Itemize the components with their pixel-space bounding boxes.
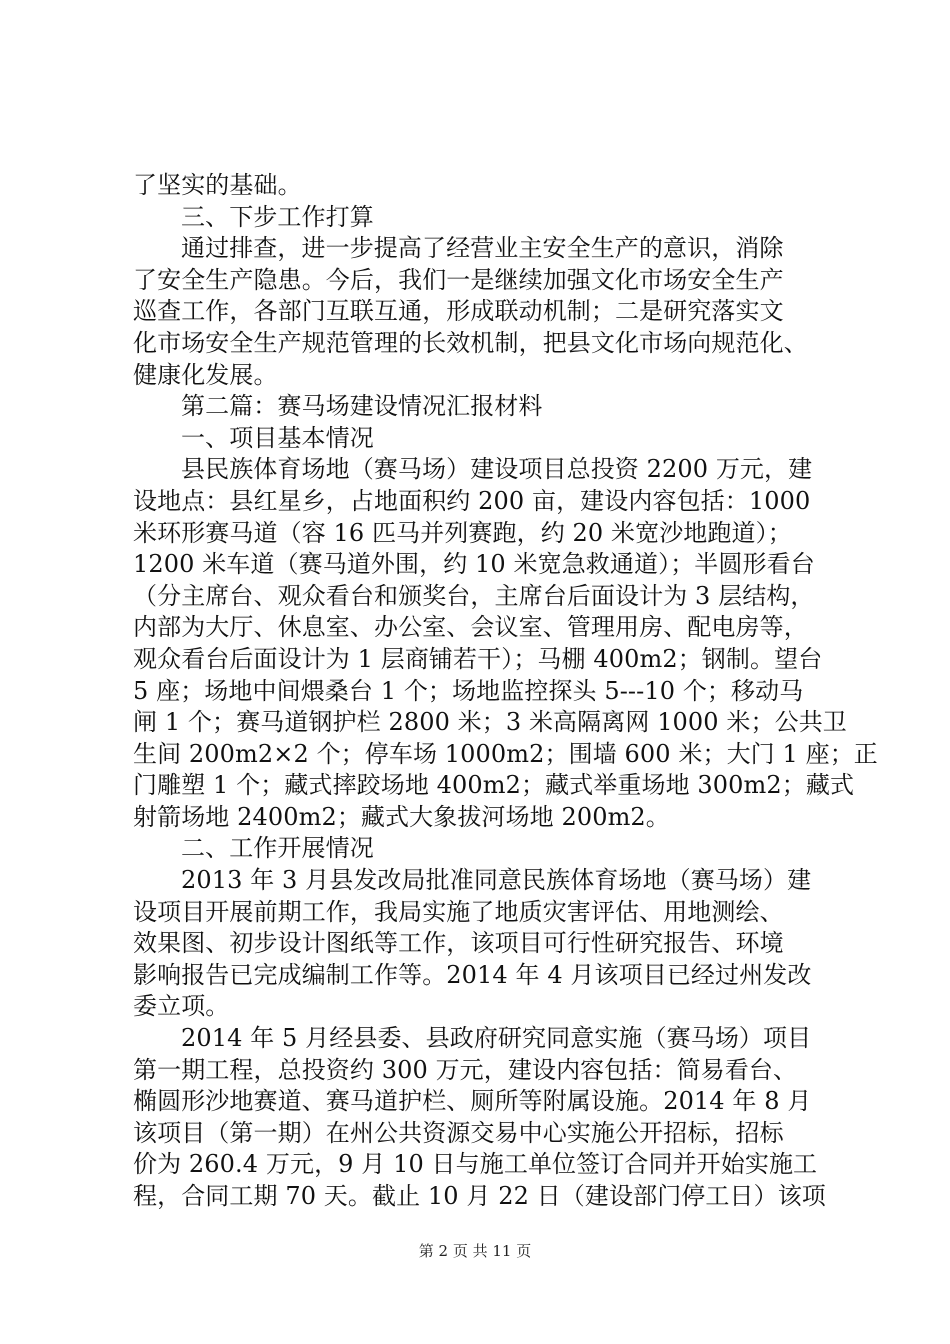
text-line: 了安全生产隐患。今后，我们一是继续加强文化市场安全生产 [133,265,784,294]
text-line: 一、项目基本情况 [181,423,374,452]
text-line: 通过排查，进一步提高了经营业主安全生产的意识，消除 [181,234,784,263]
text-line: 内部为大厅、休息室、办公室、会议室、管理用房、配电房等， [133,613,808,642]
text-line: 1200 米车道（赛马道外围，约 10 米宽急救通道）；半圆形看台 [133,550,815,579]
text-line: 程，合同工期 70 天。截止 10 月 22 日（建设部门停工日）该项 [133,1182,826,1210]
text-line: 闸 1 个；赛马道钢护栏 2800 米；3 米高隔离网 1000 米；公共卫 [133,708,847,737]
text-line: 化市场安全生产规范管理的长效机制，把县文化市场向规范化、 [133,328,808,357]
text-line: 设项目开展前期工作，我局实施了地质灾害评估、用地测绘、 [133,897,784,926]
text-line: 委立项。 [133,992,230,1021]
text-line: 该项目（第一期）在州公共资源交易中心实施公开招标，招标 [133,1118,784,1147]
text-line: 三、下步工作打算 [181,202,374,231]
text-line: 生间 200m2×2 个；停车场 1000m2；围墙 600 米；大门 1 座；正 [133,739,878,768]
text-line: 2014 年 5 月经县委、县政府研究同意实施（赛马场）项目 [181,1024,812,1053]
text-line: 影响报告已完成编制工作等。2014 年 4 月该项目已经过州发改 [133,960,812,989]
text-line: 第二篇：赛马场建设情况汇报材料 [181,392,543,421]
text-line: 健康化发展。 [133,360,278,389]
text-line: 5 座；场地中间煨桑台 1 个；场地监控探头 5---10 个；移动马 [133,676,804,705]
text-line: 射箭场地 2400m2；藏式大象拔河场地 200m2。 [133,802,670,831]
text-line: 米环形赛马道（容 16 匹马并列赛跑，约 20 米宽沙地跑道）； [133,518,792,547]
page-footer: 第 2 页 共 11 页 [418,1242,532,1260]
text-line: 县民族体育场地（赛马场）建设项目总投资 2200 万元，建 [181,455,813,484]
document-body [133,170,878,1213]
text-line: 了坚实的基础。 [133,171,302,199]
text-line: 巡查工作，各部门互联互通，形成联动机制；二是研究落实文 [133,297,784,326]
text-line: （分主席台、观众看台和颁奖台，主席台后面设计为 3 层结构， [133,581,815,610]
text-line: 观众看台后面设计为 1 层商铺若干）；马棚 400m2；钢制。望台 [133,644,823,673]
text-line: 价为 260.4 万元，9 月 10 日与施工单位签订合同并开始实施工 [133,1150,818,1179]
text-line: 设地点：县红星乡，占地面积约 200 亩，建设内容包括：1000 [133,486,811,515]
text-line: 椭圆形沙地赛道、赛马道护栏、厕所等附属设施。2014 年 8 月 [133,1087,812,1116]
text-line: 效果图、初步设计图纸等工作，该项目可行性研究报告、环境 [133,929,784,958]
text-line: 第一期工程，总投资约 300 万元，建设内容包括：简易看台、 [133,1055,798,1084]
text-line: 二、工作开展情况 [181,834,374,863]
text-line: 2013 年 3 月县发改局批准同意民族体育场地（赛马场）建 [181,866,812,895]
text-line: 门雕塑 1 个；藏式摔跤场地 400m2；藏式举重场地 300m2；藏式 [133,771,855,800]
